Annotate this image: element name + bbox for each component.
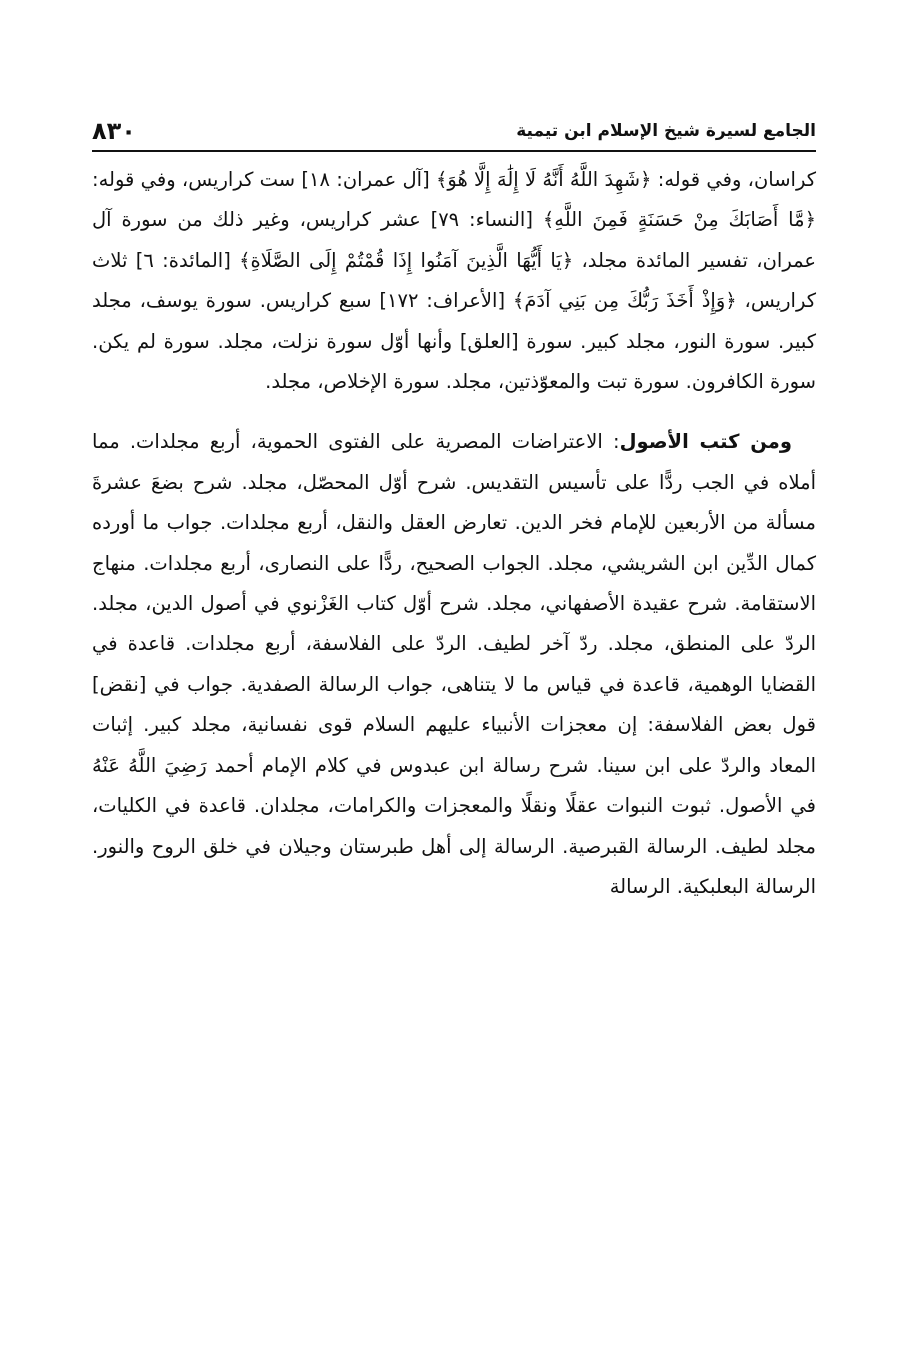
page-header — [92, 108, 816, 152]
page-number: ٨٣٠ — [92, 117, 136, 145]
book-page — [92, 108, 816, 1358]
section-lead: ومن كتب الأصول — [619, 430, 792, 454]
running-title: الجامع لسيرة شيخ الإسلام ابن تيمية — [516, 121, 816, 141]
paragraph-usul-books — [92, 422, 816, 907]
page-body — [92, 160, 816, 907]
paragraph-text: كراسان، وفي قوله: ﴿شَهِدَ اللَّهُ أَنَّهُ لَا إِلَٰهَ إِلَّا هُوَ﴾ [آل عمران: ١٨] ست كراريس، وفي قوله: ﴿مَّا أَصَابَكَ مِنْ حَسَنَةٍ فَمِنَ اللَّهِ﴾ [النساء: ٧٩] عشر كراريس، وغير ذلك من سورة آل عمران، تفسير المائدة مجلد، ﴿يَا أَيُّهَا الَّذِينَ آمَنُوا إِذَا قُمْتُمْ إِلَى الصَّلَاةِ﴾ [المائدة: ٦] ثلاث كراريس، ﴿وَإِذْ أَخَذَ رَبُّكَ مِن بَنِي آدَمَ﴾ [الأعراف: ١٧٢] سبع كراريس. سورة يوسف، مجلد كبير. سورة النور، مجلد كبير. سورة [العلق] وأنها أوّل سورة نزلت، مجلد. سورة لم يكن. سورة الكافرون. سورة تبت والمعوّذتين، مجلد. سورة الإخلاص، مجلد. — [92, 168, 817, 394]
paragraph-quran-commentaries — [92, 160, 816, 402]
paragraph-text: : الاعتراضات المصرية على الفتوى الحموية، أربع مجلدات. مما أملاه في الجب ردًّا على تأسيس التقديس. شرح أوّل المحصّل، مجلد. شرح بضعَ عشرةَ مسألة من الأربعين للإمام فخر الدين. تعارض العقل والنقل، أربع مجلدات. جواب ما أورده كمال الدِّين ابن الشريشي، مجلد. الجواب الصحيح، ردًّا على النصارى، أربع مجلدات. منهاج الاستقامة. شرح عقيدة الأصفهاني، مجلد. شرح أوّل كتاب الغَزْنوي في أصول الدين، مجلد. الردّ على المنطق، مجلد. ردّ آخر لطيف. الردّ على الفلاسفة، أربع مجلدات. قاعدة في القضايا الوهمية، قاعدة في قياس ما لا يتناهى، جواب الرسالة الصفدية. جواب في [نقض] قول بعض الفلاسفة: إن معجزات الأنبياء عليهم السلام قوى نفسانية، مجلد كبير. إثبات المعاد والردّ على ابن سينا. شرح رسالة ابن عبدوس في كلام الإمام أحمد رَضِيَ اللَّهُ عَنْهُ في الأصول. ثبوت النبوات عقلًا ونقلًا والمعجزات والكرامات، مجلدان. قاعدة في الكليات، مجلد لطيف. الرسالة القبرصية. الرسالة إلى أهل طبرستان وجيلان في خلق الروح والنور. الرسالة البعلبكية. الرسالة — [92, 430, 816, 898]
